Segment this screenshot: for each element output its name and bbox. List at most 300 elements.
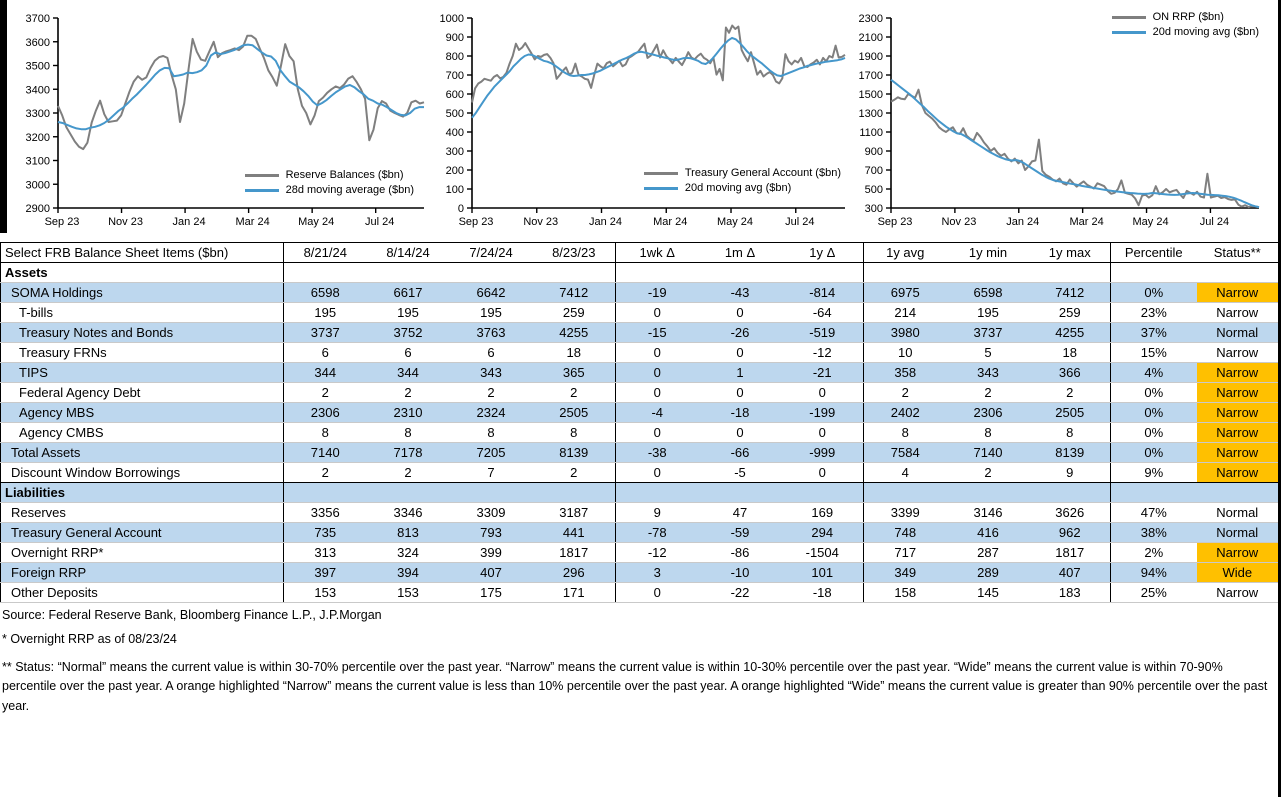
value-cell: 2 (864, 383, 947, 403)
column-header: 8/23/23 (533, 243, 616, 263)
value-cell: 8 (367, 423, 450, 443)
legend-label: Treasury General Account ($bn) (684, 167, 841, 179)
status-cell: Narrow (1197, 343, 1279, 363)
status-cell: Narrow (1197, 283, 1279, 303)
x-tick-label: May 24 (1132, 216, 1169, 228)
column-header: 1y avg (864, 243, 947, 263)
value-cell: 8 (864, 423, 947, 443)
value-cell: 8 (533, 423, 616, 443)
value-cell: -64 (782, 303, 864, 323)
value-cell: 397 (284, 563, 367, 583)
value-cell: 5 (947, 343, 1030, 363)
value-cell: 2306 (947, 403, 1030, 423)
value-cell: 407 (1030, 563, 1111, 583)
y-tick-label: 3000 (25, 179, 50, 192)
row-label: Reserves (1, 503, 284, 523)
value-cell: 6598 (947, 283, 1030, 303)
value-cell: 4255 (1030, 323, 1111, 343)
table-row (1, 263, 1279, 283)
y-tick-label: 700 (864, 165, 883, 177)
value-cell: 3356 (284, 503, 367, 523)
table-row (1, 343, 1279, 363)
column-header: 7/24/24 (450, 243, 533, 263)
value-cell: 407 (450, 563, 533, 583)
y-tick-label: 500 (864, 184, 883, 196)
y-tick-label: 600 (445, 89, 464, 101)
row-label: Federal Agency Debt (1, 383, 284, 403)
value-cell: 7205 (450, 443, 533, 463)
value-cell: 175 (450, 583, 533, 603)
value-cell: 287 (947, 543, 1030, 563)
value-cell: 195 (450, 303, 533, 323)
overnight-rrp-note: * Overnight RRP as of 08/23/24 (2, 632, 177, 646)
value-cell: 296 (533, 563, 616, 583)
legend-entry (644, 181, 841, 196)
row-label: Overnight RRP* (1, 543, 284, 563)
column-header: 8/14/24 (367, 243, 450, 263)
legend-entry (1112, 25, 1259, 40)
value-cell: 158 (864, 583, 947, 603)
chart-reserve-balances-svg (10, 4, 430, 234)
y-tick-label: 900 (445, 32, 464, 44)
chart-treasury-general-account-svg (430, 4, 855, 234)
value-cell: 7140 (947, 443, 1030, 463)
y-tick-label: 3700 (25, 13, 50, 25)
value-cell: 3146 (947, 503, 1030, 523)
value-cell: 0 (782, 383, 864, 403)
row-label: Agency CMBS (1, 423, 284, 443)
value-cell: -43 (699, 283, 782, 303)
y-tick-label: 100 (445, 184, 464, 196)
value-cell: -86 (699, 543, 782, 563)
row-label: SOMA Holdings (1, 283, 284, 303)
column-header: 1y max (1030, 243, 1111, 263)
table-row (1, 383, 1279, 403)
status-cell (1197, 263, 1279, 283)
value-cell (284, 263, 367, 283)
x-tick-label: Mar 24 (235, 216, 270, 228)
value-cell (450, 483, 533, 503)
row-label: Total Assets (1, 443, 284, 463)
value-cell (782, 263, 864, 283)
x-tick-label: May 24 (716, 216, 754, 228)
value-cell: 0% (1111, 383, 1197, 403)
value-cell: 8139 (1030, 443, 1111, 463)
status-cell: Narrow (1197, 423, 1279, 443)
column-header: Percentile (1111, 243, 1197, 263)
status-cell: Narrow (1197, 363, 1279, 383)
value-cell: 47 (699, 503, 782, 523)
value-cell: 0 (616, 423, 699, 443)
value-cell (1030, 483, 1111, 503)
legend-entry (245, 168, 414, 183)
value-cell: -26 (699, 323, 782, 343)
value-cell: 259 (1030, 303, 1111, 323)
value-cell: -999 (782, 443, 864, 463)
value-cell: 153 (367, 583, 450, 603)
y-tick-label: 300 (864, 203, 883, 215)
status-cell: Normal (1197, 323, 1279, 343)
value-cell: 171 (533, 583, 616, 603)
legend-line-swatch (245, 189, 279, 192)
legend-line-swatch (245, 174, 279, 177)
value-cell: -18 (699, 403, 782, 423)
value-cell: 3763 (450, 323, 533, 343)
legend-label: 28d moving average ($bn) (285, 184, 414, 196)
status-cell: Narrow (1197, 303, 1279, 323)
series-gray (472, 26, 845, 103)
value-cell: 2 (533, 383, 616, 403)
value-cell (533, 263, 616, 283)
value-cell: 0 (699, 303, 782, 323)
chart-on-rrp (855, 4, 1281, 236)
x-tick-label: Mar 24 (1069, 216, 1104, 228)
value-cell: 3187 (533, 503, 616, 523)
y-tick-label: 700 (445, 70, 464, 82)
value-cell: 399 (450, 543, 533, 563)
value-cell: -199 (782, 403, 864, 423)
value-cell: 18 (533, 343, 616, 363)
row-label: Treasury FRNs (1, 343, 284, 363)
table-row (1, 363, 1279, 383)
value-cell: 394 (367, 563, 450, 583)
value-cell: 441 (533, 523, 616, 543)
row-label: Treasury General Account (1, 523, 284, 543)
value-cell (864, 263, 947, 283)
value-cell: 8 (947, 423, 1030, 443)
row-label: Other Deposits (1, 583, 284, 603)
value-cell (367, 483, 450, 503)
value-cell: -19 (616, 283, 699, 303)
value-cell: 813 (367, 523, 450, 543)
value-cell: -18 (782, 583, 864, 603)
value-cell (616, 483, 699, 503)
value-cell: 0 (616, 363, 699, 383)
status-cell: Narrow (1197, 403, 1279, 423)
value-cell: 2 (947, 383, 1030, 403)
value-cell (1030, 263, 1111, 283)
value-cell: 8139 (533, 443, 616, 463)
y-tick-label: 1300 (858, 108, 883, 120)
x-tick-label: Mar 24 (653, 216, 688, 228)
value-cell: 0% (1111, 403, 1197, 423)
y-tick-label: 3600 (25, 36, 50, 49)
value-cell: 195 (367, 303, 450, 323)
value-cell (699, 263, 782, 283)
value-cell: 15% (1111, 343, 1197, 363)
value-cell: -38 (616, 443, 699, 463)
value-cell: -15 (616, 323, 699, 343)
value-cell: 3309 (450, 503, 533, 523)
x-tick-label: Jan 24 (172, 216, 206, 228)
y-tick-label: 200 (445, 165, 464, 177)
value-cell: 153 (284, 583, 367, 603)
value-cell: 23% (1111, 303, 1197, 323)
value-cell: -66 (699, 443, 782, 463)
value-cell: -4 (616, 403, 699, 423)
value-cell: 416 (947, 523, 1030, 543)
chart-legend (245, 168, 414, 198)
value-cell: 0 (699, 343, 782, 363)
value-cell: 3626 (1030, 503, 1111, 523)
x-tick-label: Jul 24 (785, 216, 815, 228)
value-cell: 7140 (284, 443, 367, 463)
value-cell: 313 (284, 543, 367, 563)
value-cell (533, 483, 616, 503)
value-cell: 0 (616, 343, 699, 363)
value-cell: 2 (284, 463, 367, 483)
y-tick-label: 1900 (858, 51, 883, 63)
value-cell: 1 (699, 363, 782, 383)
value-cell (284, 483, 367, 503)
table-header-row (1, 243, 1279, 263)
y-tick-label: 1000 (439, 13, 464, 25)
row-label: Assets (1, 263, 284, 283)
value-cell (616, 263, 699, 283)
value-cell: 2 (367, 463, 450, 483)
value-cell: 4% (1111, 363, 1197, 383)
y-tick-label: 2300 (858, 13, 883, 25)
value-cell: 7178 (367, 443, 450, 463)
y-tick-label: 1500 (858, 89, 883, 101)
table-row (1, 443, 1279, 463)
value-cell (782, 483, 864, 503)
value-cell: 2 (1030, 383, 1111, 403)
value-cell: 6 (367, 343, 450, 363)
value-cell: 324 (367, 543, 450, 563)
value-cell: 2306 (284, 403, 367, 423)
value-cell: 717 (864, 543, 947, 563)
value-cell: 145 (947, 583, 1030, 603)
x-tick-label: Jan 24 (1006, 216, 1040, 228)
x-tick-label: Jul 24 (365, 216, 395, 228)
source-note: Source: Federal Reserve Bank, Bloomberg Finance L.P., J.P.Morgan (2, 608, 382, 622)
value-cell: 3737 (284, 323, 367, 343)
value-cell: 0 (616, 583, 699, 603)
value-cell: 2505 (533, 403, 616, 423)
value-cell: 6 (450, 343, 533, 363)
value-cell: 358 (864, 363, 947, 383)
value-cell: 2 (367, 383, 450, 403)
value-cell: 9 (1030, 463, 1111, 483)
table-row (1, 403, 1279, 423)
series-gray (891, 90, 1259, 207)
legend-label: ON RRP ($bn) (1152, 11, 1224, 23)
y-tick-label: 1100 (859, 127, 883, 139)
value-cell: -21 (782, 363, 864, 383)
value-cell: 101 (782, 563, 864, 583)
value-cell: 3752 (367, 323, 450, 343)
row-label: Discount Window Borrowings (1, 463, 284, 483)
legend-entry (1112, 10, 1259, 25)
value-cell: 0 (616, 463, 699, 483)
status-cell: Narrow (1197, 543, 1279, 563)
value-cell: 0% (1111, 423, 1197, 443)
y-tick-label: 3300 (25, 108, 50, 120)
x-tick-label: Sep 23 (44, 216, 80, 228)
x-tick-label: Jul 24 (1199, 216, 1230, 228)
x-tick-label: Jan 24 (588, 216, 623, 228)
row-label: Foreign RRP (1, 563, 284, 583)
value-cell: 7412 (1030, 283, 1111, 303)
value-cell: 8 (450, 423, 533, 443)
value-cell: 343 (947, 363, 1030, 383)
value-cell: -1504 (782, 543, 864, 563)
value-cell: 4 (864, 463, 947, 483)
value-cell: 169 (782, 503, 864, 523)
value-cell: 3980 (864, 323, 947, 343)
value-cell (947, 263, 1030, 283)
value-cell: 10 (864, 343, 947, 363)
legend-label: 20d moving avg ($bn) (1152, 26, 1259, 38)
legend-label: 20d moving avg ($bn) (684, 182, 792, 194)
series-gray (58, 36, 424, 149)
column-header: 8/21/24 (284, 243, 367, 263)
value-cell: -5 (699, 463, 782, 483)
value-cell: 195 (284, 303, 367, 323)
value-cell: 3399 (864, 503, 947, 523)
value-cell: 9 (616, 503, 699, 523)
value-cell: -519 (782, 323, 864, 343)
value-cell: 6598 (284, 283, 367, 303)
value-cell (1111, 263, 1197, 283)
column-header: Status** (1197, 243, 1279, 263)
balance-sheet-table (0, 242, 1279, 603)
legend-line-swatch (1112, 31, 1146, 34)
column-header: 1y Δ (782, 243, 864, 263)
row-label: Treasury Notes and Bonds (1, 323, 284, 343)
value-cell: 365 (533, 363, 616, 383)
y-tick-label: 0 (457, 203, 464, 215)
value-cell: 366 (1030, 363, 1111, 383)
y-tick-label: 300 (445, 146, 464, 158)
value-cell: 1817 (533, 543, 616, 563)
value-cell: 2 (947, 463, 1030, 483)
row-label: T-bills (1, 303, 284, 323)
value-cell: 2 (533, 463, 616, 483)
value-cell: 8 (284, 423, 367, 443)
value-cell (1111, 483, 1197, 503)
value-cell (367, 263, 450, 283)
value-cell: 3346 (367, 503, 450, 523)
value-cell (450, 263, 533, 283)
value-cell: 6975 (864, 283, 947, 303)
chart-legend (1112, 10, 1259, 40)
y-tick-label: 3200 (25, 131, 50, 144)
value-cell: 7412 (533, 283, 616, 303)
row-label: Agency MBS (1, 403, 284, 423)
y-tick-label: 3400 (25, 84, 50, 97)
value-cell: 8 (1030, 423, 1111, 443)
table-row (1, 483, 1279, 503)
status-cell (1197, 483, 1279, 503)
value-cell: 37% (1111, 323, 1197, 343)
x-tick-label: Sep 23 (458, 216, 494, 228)
value-cell: 793 (450, 523, 533, 543)
x-tick-label: Nov 23 (523, 216, 559, 228)
table-row (1, 303, 1279, 323)
legend-label: Reserve Balances ($bn) (285, 169, 404, 181)
column-header: Select FRB Balance Sheet Items ($bn) (1, 243, 284, 263)
y-tick-label: 2900 (25, 203, 50, 215)
value-cell: 4255 (533, 323, 616, 343)
table-row (1, 423, 1279, 443)
value-cell: 38% (1111, 523, 1197, 543)
value-cell: -78 (616, 523, 699, 543)
value-cell: 344 (367, 363, 450, 383)
series-blue (891, 80, 1259, 207)
chart-treasury-general-account (430, 4, 855, 236)
chart-reserve-balances (10, 4, 430, 236)
value-cell: 0 (782, 463, 864, 483)
value-cell: -10 (699, 563, 782, 583)
charts-row (0, 0, 1281, 236)
legend-entry (245, 183, 414, 198)
value-cell: 0 (782, 423, 864, 443)
value-cell: 289 (947, 563, 1030, 583)
left-border-bar (0, 0, 7, 233)
value-cell: 7584 (864, 443, 947, 463)
value-cell: 94% (1111, 563, 1197, 583)
legend-line-swatch (1112, 16, 1146, 19)
value-cell: 3737 (947, 323, 1030, 343)
value-cell: 0 (699, 423, 782, 443)
table-row (1, 323, 1279, 343)
status-cell: Wide (1197, 563, 1279, 583)
x-tick-label: Nov 23 (941, 216, 977, 228)
value-cell (699, 483, 782, 503)
value-cell: 0% (1111, 283, 1197, 303)
value-cell: 183 (1030, 583, 1111, 603)
value-cell: 349 (864, 563, 947, 583)
value-cell: 195 (947, 303, 1030, 323)
value-cell: 0 (699, 383, 782, 403)
value-cell: 735 (284, 523, 367, 543)
value-cell: 2505 (1030, 403, 1111, 423)
table-row (1, 543, 1279, 563)
column-header: 1wk Δ (616, 243, 699, 263)
value-cell: 214 (864, 303, 947, 323)
value-cell: -59 (699, 523, 782, 543)
y-tick-label: 900 (864, 146, 883, 158)
value-cell: -814 (782, 283, 864, 303)
legend-line-swatch (644, 187, 678, 190)
status-cell: Narrow (1197, 463, 1279, 483)
value-cell: 25% (1111, 583, 1197, 603)
status-definition-note: ** Status: “Normal” means the current value is within 30-70% percentile over the past year. “Narrow” means the current value is within 10-30% percentile over the past year. “Wide” means the current value is within 70-90% percentile over the past year. A orange highlighted “Narrow” means the current value is less than 10% percentile over the past year. A orange highlighted “Wide” means the current value is greater than 90% percentile over the past year. (2, 660, 1268, 713)
value-cell: 47% (1111, 503, 1197, 523)
value-cell: 343 (450, 363, 533, 383)
y-tick-label: 1700 (858, 70, 883, 82)
row-label: TIPS (1, 363, 284, 383)
value-cell: 6 (284, 343, 367, 363)
value-cell: 748 (864, 523, 947, 543)
table-row (1, 283, 1279, 303)
value-cell: 2402 (864, 403, 947, 423)
table-row (1, 563, 1279, 583)
value-cell: -12 (782, 343, 864, 363)
value-cell: 344 (284, 363, 367, 383)
value-cell: 0% (1111, 443, 1197, 463)
value-cell: 3 (616, 563, 699, 583)
y-tick-label: 400 (445, 127, 464, 139)
value-cell: 0 (616, 303, 699, 323)
value-cell: 2310 (367, 403, 450, 423)
value-cell: -22 (699, 583, 782, 603)
value-cell: 294 (782, 523, 864, 543)
value-cell: 18 (1030, 343, 1111, 363)
value-cell: 2% (1111, 543, 1197, 563)
